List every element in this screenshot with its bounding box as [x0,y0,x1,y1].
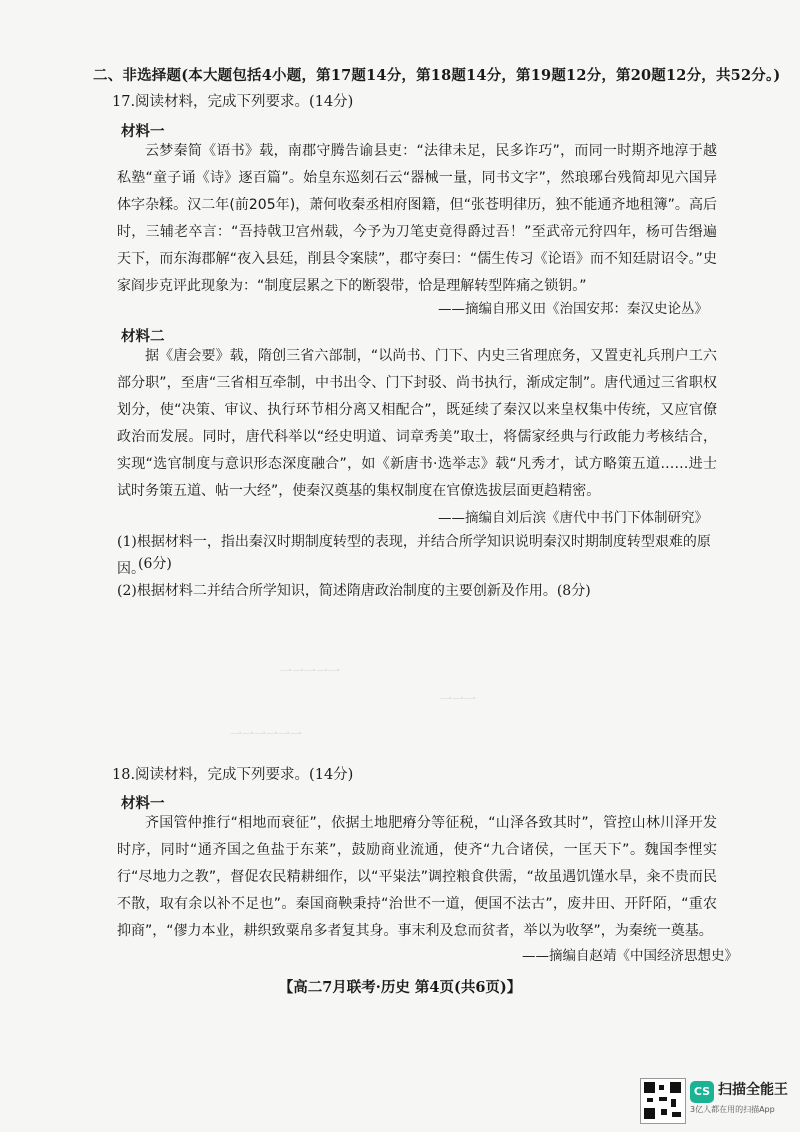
q17-sub2: (2)根据材料二并结合所学知识，简述隋唐政治制度的主要创新及作用。(8分) [117,583,591,599]
q17-title: 17.阅读材料，完成下列要求。(14分) [112,94,354,110]
scanner-app-name: 扫描全能王 [718,1082,788,1098]
scanner-tagline: 3亿人都在用的扫描App [690,1105,775,1114]
q18-title: 18.阅读材料，完成下列要求。(14分) [112,767,354,783]
q17-sub1-score: (6分) [138,556,172,572]
section-header: 二、非选择题(本大题包括4小题，第17题14分，第18题14分，第19题12分，第20题12分，共52分。) [93,67,781,84]
bleed-through-line: 一一一 [440,692,477,706]
q17-sub1: (1)根据材料一，指出秦汉时期制度转型的表现，并结合所学知识说明秦汉时期制度转型艰难的原因。 [117,534,711,577]
q17-material1-source: ——摘编自邢义田《治国安邦：秦汉史论丛》 [438,301,708,317]
bleed-through-line: 一一一一一一 [230,727,303,741]
page-footer: 【高二7月联考·历史 第4页(共6页)】 [278,979,522,996]
q17-material2-text: 据《唐会要》载，隋创三省六部制，“以尚书、门下、内史三省理庶务，又置吏礼兵刑户工六部分职”，至唐“三省相互牵制，中书出令、门下封驳、尚书执行，渐成定制”。唐代通过三省职权划分，使“决策、审议、执行环节相分离又相配合”，既延续了秦汉以来皇权集中传统，又应官僚政治而发展。同时，唐代科举以“经史明道、词章秀美”取士，将儒家经典与行政能力考核结合，实现“选官制度与意识形态深度融合”，如《新唐书·选举志》载“凡秀才，试方略策五道……进士试时务策五道、帖一大经”，使秦汉奠基的集权制度在官僚选拔层面更趋精密。 [117,348,717,499]
q18-material1-source: ——摘编自赵靖《中国经济思想史》 [522,948,738,964]
qr-code-icon [640,1078,686,1124]
camscanner-logo-icon: CS [690,1081,714,1103]
q18-material1-label: 材料一 [121,795,165,812]
q17-material1-text: 云梦秦简《语书》载，南郡守腾告谕县吏：“法律未足，民多诈巧”，而同一时期齐地淳于越私塾“童子诵《诗》逐百篇”。始皇东巡刻石云“器械一量，同书文字”，然琅琊台残简却见六国异体字杂糅。汉二年(前205年)，萧何收秦丞相府图籍，但“张苍明律历，独不能通齐地租簿”。高后时，三辅老卒言：“吾持戟卫宫州载，今予为刀笔吏竟得爵过吾！”至武帝元狩四年，杨可告缗遍天下，而东海郡解“夜入县廷，削县令案牍”，郡守奏曰：“儒生传习《论语》而不知廷尉诏令。”史家阎步克评此现象为：“制度层累之下的断裂带，恰是理解转型阵痛之锁钥。” [117,143,717,294]
q17-material2-source: ——摘编自刘后滨《唐代中书门下体制研究》 [438,510,708,526]
q18-material1-text: 齐国管仲推行“相地而衰征”，依据土地肥瘠分等征税，“山泽各致其时”，管控山林川泽开发时序，同时“通齐国之鱼盐于东莱”，鼓励商业流通，使齐“九合诸侯，一匡天下”。魏国李悝实行“尽地力之教”，督促农民精耕细作，以“平粜法”调控粮食供需，“故虽遇饥馑水旱，籴不贵而民不散，取有余以补不足也”。秦国商鞅秉持“治世不一道，便国不法古”，废井田、开阡陌，“重农抑商”，“僇力本业，耕织致粟帛多者复其身。事末利及怠而贫者，举以为收孥”，为秦统一奠基。 [117,815,717,939]
q17-material1-label: 材料一 [121,123,165,140]
bleed-through-line: 一一一一一 [280,664,341,678]
q17-material2-label: 材料二 [121,328,165,345]
